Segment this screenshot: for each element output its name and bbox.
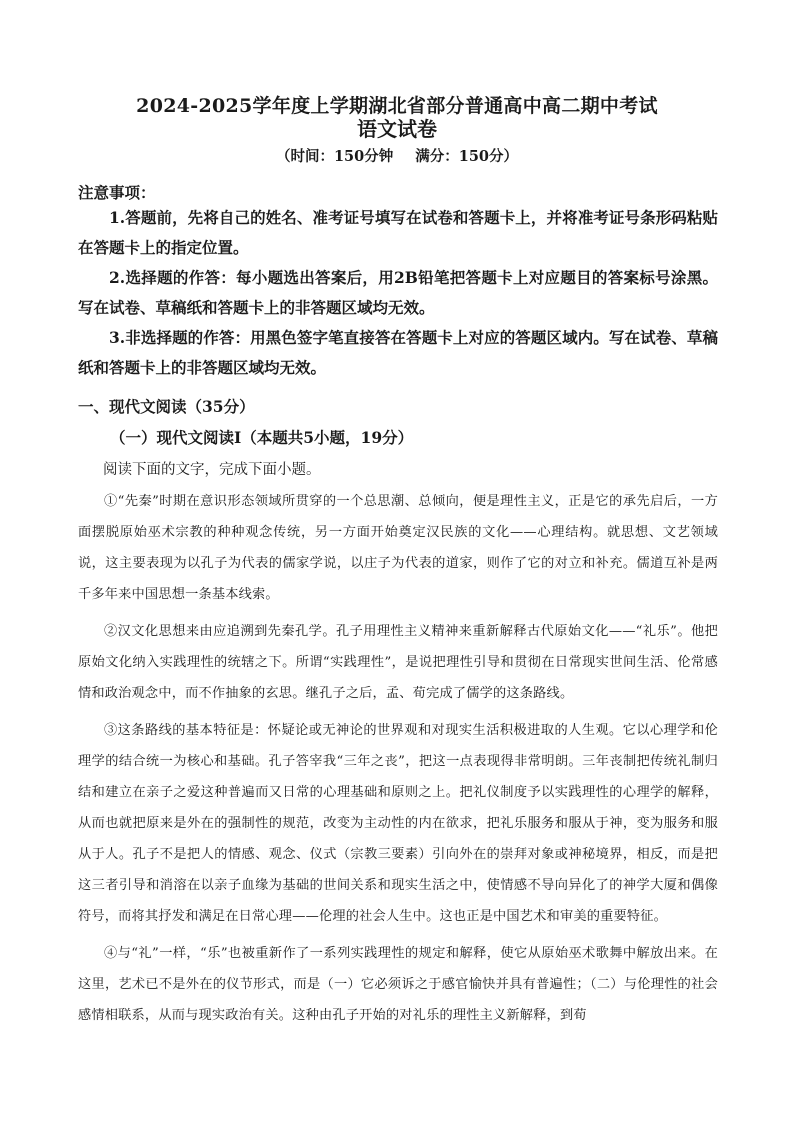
exam-score: 满分：150分） <box>415 148 519 165</box>
reading-passage <box>78 486 718 1037</box>
exam-meta <box>0 145 794 166</box>
exam-subject: 语文试卷 <box>357 117 437 141</box>
passage-paragraph-3: ③这条路线的基本特征是：怀疑论或无神论的世界观和对现实生活积极进取的人生观。它以心理学和伦理学的结合统一为核心和基础。孔子答宰我“三年之丧”，把这一点表现得非常明朗。三年丧制把传统礼制归结和建立在亲子之爱这种普遍而又日常的心理基础和原则之上。把礼仪制度予以实践理性的心理学的解释，从而也就把原来是外在的强制性的规范，改变为主动性的内在欲求，把礼乐服务和服从于神，变为服务和服从于人。孔子不是把人的情感、观念、仪式（宗教三要素）引向外在的崇拜对象或神秘境界，相反，而是把这三者引导和消溶在以亲子血缘为基础的世间关系和现实生活之中，使情感不导向异化了的神学大厦和偶像符号，而将其抒发和满足在日常心理——伦理的社会人生中。这也正是中国艺术和审美的重要特征。 <box>78 723 718 924</box>
passage-paragraph-4: ④与“礼”一样，“乐”也被重新作了一系列实践理性的规定和解释，使它从原始巫术歌舞中解放出来。在这里，艺术已不是外在的仪节形式，而是（一）它必须诉之于感官愉快并具有普遍性；（二）与伦理性的社会感情相联系，从而与现实政治有关。这种由孔子开始的对礼乐的理性主义新解释，到荀 <box>78 946 718 1023</box>
notice-item-2: 2.选择题的作答：每小题选出答案后，用2B铅笔把答题卡上对应题目的答案标号涂黑。写在试卷、草稿纸和答题卡上的非答题区域均无效。 <box>78 268 718 317</box>
passage-paragraph-1: ①“先秦”时期在意识形态领域所贯穿的一个总思潮、总倾向，便是理性主义，正是它的承先启后，一方面摆脱原始巫术宗教的种种观念传统，另一方面开始奠定汉民族的文化——心理结构。就思想、文艺领域说，这主要表现为以孔子为代表的儒家学说，以庄子为代表的道家，则作了它的对立和补充。儒道互补是两千多年来中国思想一条基本线索。 <box>78 494 718 602</box>
exam-title: 2024-2025学年度上学期湖北省部分普通高中高二期中考试 <box>136 95 658 117</box>
notice-item-3: 3.非选择题的作答：用黑色签字笔直接答在答题卡上对应的答题区域内。写在试卷、草稿纸和答题卡上的非答题区域均无效。 <box>78 328 718 377</box>
reading-instruction: 阅读下面的文字，完成下面小题。 <box>103 462 321 478</box>
passage-paragraph-2: ②汉文化思想来由应追溯到先秦孔学。孔子用理性主义精神来重新解释古代原始文化——“礼乐”。他把原始文化纳入实践理性的统辖之下。所谓“实践理性”，是说把理性引导和贯彻在日常现实世间生活、伦常感情和政治观念中，而不作抽象的玄思。继孔子之后，孟、荀完成了儒学的这条路线。 <box>78 624 718 701</box>
notice-heading: 注意事项： <box>78 183 156 202</box>
exam-time: （时间：150分钟 <box>275 148 394 165</box>
section-subheading: （一）现代文阅读Ⅰ（本题共5小题，19分） <box>110 428 414 447</box>
notice-item-1: 1.答题前，先将自己的姓名、准考证号填写在试卷和答题卡上，并将准考证号条形码粘贴在答题卡上的指定位置。 <box>78 208 718 257</box>
section-heading: 一、现代文阅读（35分） <box>78 397 255 416</box>
notice-list <box>78 203 718 383</box>
